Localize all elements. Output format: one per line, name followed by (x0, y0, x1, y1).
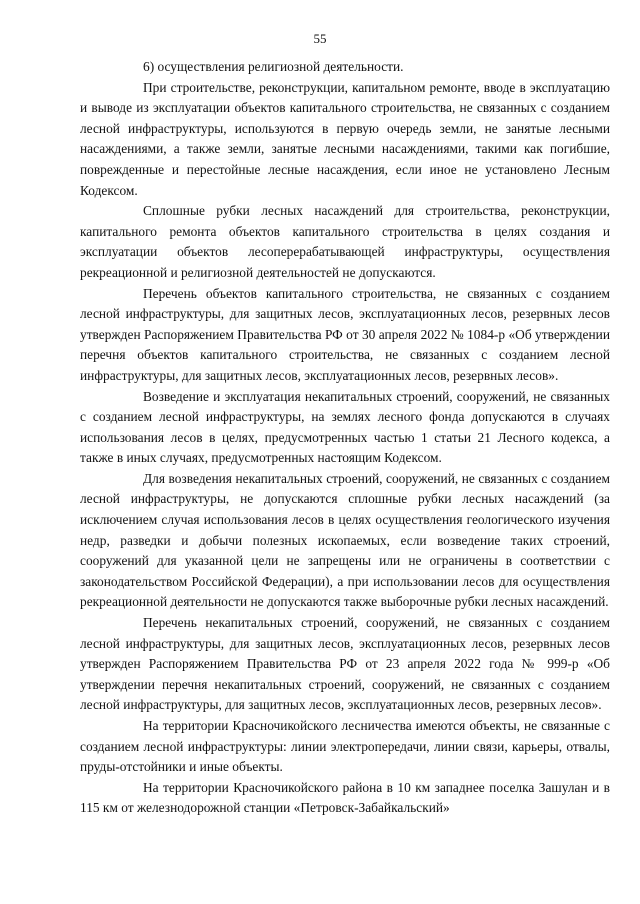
paragraph-8: На территории Красночикойского лесничества имеются объекты, не связанные с созданием лесной инфраструктуры: линии электропередачи, линии связи, карьеры, отвалы, пруды-отстойники и иные объекты. (80, 718, 610, 775)
document-body (80, 57, 610, 819)
paragraph-9: На территории Красночикойского района в 10 км западнее поселка Зашулан и в 115 км от железнодорожной станции «Петровск-Забайкальский» (80, 779, 610, 816)
paragraph-1: 6) осуществления религиозной деятельности. (143, 59, 404, 74)
paragraph-6: Для возведения некапитальных строений, сооружений, не связанных с созданием лесной инфраструктуры, не допускаются сплошные рубки лесных насаждений (за исключением случая использования лесов в целях осуществления геологического изучения недр, разведки и добычи полезных ископаемых, если возведение таких строений, сооружений для указанной цели не запрещены или не ограничены в соответствии с законодательством Российской Федерации), а при использовании лесов для осуществления рекреационной деятельности не допускаются также выборочные рубки лесных насаждений. (80, 470, 610, 610)
paragraph-4: Перечень объектов капитального строительства, не связанных с созданием лесной инфраструктуры, для защитных лесов, эксплуатационных лесов, резервных лесов утвержден Распоряжением Правительства РФ от 30 апреля 2022 № 1084-р «Об утверждении перечня объектов капитального строительства, не связанных с созданием лесной инфраструктуры, для защитных лесов, эксплуатационных лесов, резервных лесов». (80, 285, 610, 383)
paragraph-7: Перечень некапитальных строений, сооружений, не связанных с созданием лесной инфраструктуры, для защитных лесов, эксплуатационных лесов, резервных лесов утвержден Распоряжением Правительства РФ от 23 апреля 2022 года № 999-р «Об утверждении перечня некапитальных строений, сооружений, не связанных с созданием лесной инфраструктуры, для защитных лесов, эксплуатационных лесов, резервных лесов». (80, 615, 610, 713)
paragraph-3: Сплошные рубки лесных насаждений для строительства, реконструкции, капитального ремонта объектов капитального строительства в целях создания и эксплуатации объектов лесоперерабатывающей инфраструктуры, осуществления рекреационной и религиозной деятельностей не допускаются. (80, 203, 610, 280)
page-number: 55 (313, 31, 327, 46)
paragraph-5: Возведение и эксплуатация некапитальных строений, сооружений, не связанных с созданием лесной инфраструктуры, на землях лесного фонда допускаются в случаях использования лесов в целях, предусмотренных частью 1 статьи 21 Лесного кодекса, а также в иных случаях, предусмотренных настоящим Кодексом. (80, 388, 610, 466)
paragraph-2: При строительстве, реконструкции, капитальном ремонте, вводе в эксплуатацию и выводе из эксплуатации объектов капитального строительства, не связанных с созданием лесной инфраструктуры, используются в первую очередь земли, не занятые лесными насаждениями, а также земли, занятые лесными насаждениями, такими как погибшие, поврежденные и перестойные лесные насаждения, если иное не установлено Лесным Кодексом. (80, 79, 610, 198)
